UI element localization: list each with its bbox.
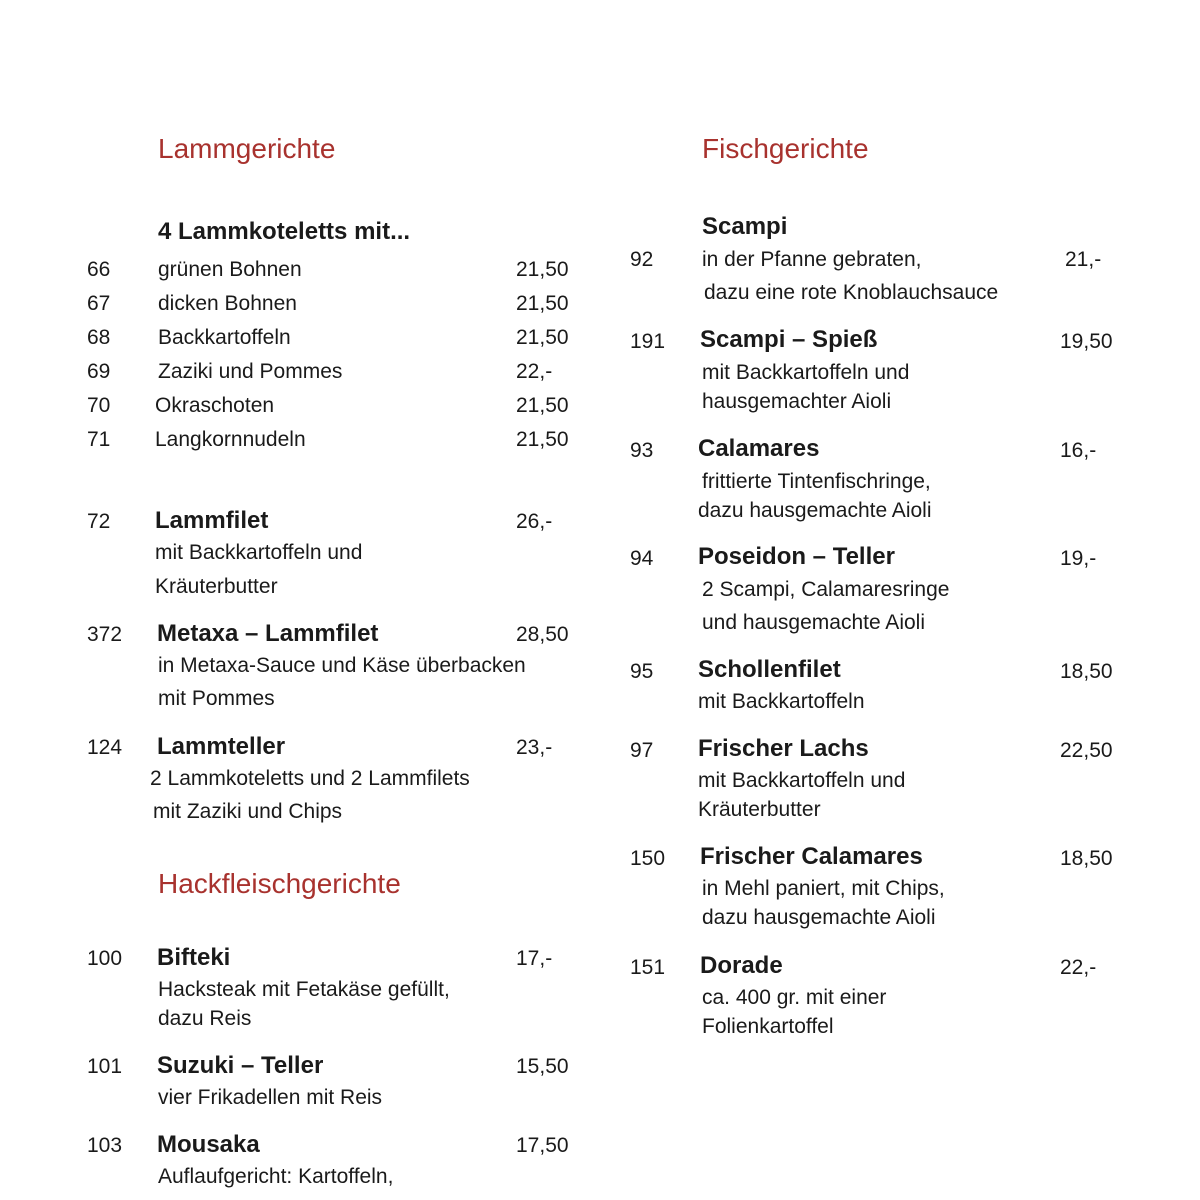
item-name: Suzuki – Teller	[157, 1052, 324, 1079]
item-description: in Mehl paniert, mit Chips,	[702, 877, 945, 900]
item-price: 21,-	[1065, 248, 1102, 271]
item-number: 151	[630, 956, 666, 979]
item-number: 68	[87, 326, 111, 349]
item-description: mit Pommes	[158, 687, 275, 710]
item-price: 19,-	[1060, 547, 1097, 570]
item-price: 19,50	[1060, 330, 1113, 353]
item-description: 2 Lammkoteletts und 2 Lammfilets	[150, 767, 470, 790]
item-name: Calamares	[698, 435, 820, 462]
item-description: mit Backkartoffeln und	[698, 769, 906, 792]
item-name: Bifteki	[157, 944, 231, 971]
item-number: 101	[87, 1055, 123, 1078]
item-description: Auflaufgericht: Kartoffeln,	[158, 1165, 394, 1188]
item-number: 94	[630, 547, 654, 570]
item-price: 17,50	[516, 1134, 569, 1157]
item-price: 16,-	[1060, 439, 1097, 462]
item-description: frittierte Tintenfischringe,	[702, 470, 931, 493]
item-number: 100	[87, 947, 123, 970]
item-description: Kräuterbutter	[698, 798, 821, 821]
item-name: Backkartoffeln	[158, 326, 291, 349]
item-number: 150	[630, 847, 666, 870]
item-description: ca. 400 gr. mit einer	[702, 986, 887, 1009]
item-name: Frischer Lachs	[698, 735, 869, 762]
lamb-heading: Lammgerichte	[158, 133, 336, 164]
item-description: und hausgemachte Aioli	[702, 611, 925, 634]
item-price: 17,-	[516, 947, 553, 970]
item-name: Metaxa – Lammfilet	[157, 620, 379, 647]
item-name: Dorade	[700, 952, 783, 979]
item-name: Lammfilet	[155, 507, 269, 534]
item-price: 21,50	[516, 428, 569, 451]
item-number: 95	[630, 660, 654, 683]
item-description: mit Backkartoffeln und	[702, 361, 910, 384]
item-name: Zaziki und Pommes	[158, 360, 343, 383]
item-name: Scampi – Spieß	[700, 326, 878, 353]
item-name: dicken Bohnen	[158, 292, 297, 315]
lamb-chops-intro: 4 Lammkoteletts mit...	[158, 218, 411, 245]
item-name: Frischer Calamares	[700, 843, 923, 870]
item-name: Scampi	[702, 213, 788, 240]
item-name: Langkornnudeln	[155, 428, 306, 451]
item-number: 372	[87, 623, 123, 646]
fish-heading: Fischgerichte	[702, 133, 869, 164]
item-number: 97	[630, 739, 654, 762]
item-number: 103	[87, 1134, 123, 1157]
item-number: 93	[630, 439, 654, 462]
item-description: mit Backkartoffeln und	[155, 541, 363, 564]
item-price: 18,50	[1060, 660, 1113, 683]
item-number: 69	[87, 360, 111, 383]
item-price: 22,-	[1060, 956, 1097, 979]
item-description: Hacksteak mit Fetakäse gefüllt,	[158, 978, 450, 1001]
item-description: in der Pfanne gebraten,	[702, 248, 922, 271]
item-number: 70	[87, 394, 111, 417]
item-price: 23,-	[516, 736, 553, 759]
item-price: 22,50	[1060, 739, 1113, 762]
item-description: dazu hausgemachte Aioli	[702, 906, 936, 929]
item-number: 124	[87, 736, 123, 759]
item-number: 191	[630, 330, 666, 353]
item-description: dazu eine rote Knoblauchsauce	[704, 281, 999, 304]
item-number: 67	[87, 292, 111, 315]
item-price: 21,50	[516, 394, 569, 417]
item-description: dazu Reis	[158, 1007, 252, 1030]
item-number: 72	[87, 510, 111, 533]
item-description: 2 Scampi, Calamaresringe	[702, 578, 950, 601]
item-price: 26,-	[516, 510, 553, 533]
item-description: dazu hausgemachte Aioli	[698, 499, 932, 522]
item-name: Okraschoten	[155, 394, 275, 417]
item-price: 15,50	[516, 1055, 569, 1078]
item-number: 66	[87, 258, 111, 281]
item-price: 21,50	[516, 326, 569, 349]
item-description: hausgemachter Aioli	[702, 390, 892, 413]
item-description: vier Frikadellen mit Reis	[158, 1086, 383, 1109]
item-price: 21,50	[516, 258, 569, 281]
item-price: 21,50	[516, 292, 569, 315]
item-description: mit Zaziki und Chips	[153, 800, 343, 823]
item-description: in Metaxa-Sauce und Käse überbacken	[158, 654, 526, 677]
item-price: 28,50	[516, 623, 569, 646]
item-name: Mousaka	[157, 1131, 260, 1158]
item-number: 92	[630, 248, 654, 271]
item-name: Schollenfilet	[698, 656, 841, 683]
item-price: 18,50	[1060, 847, 1113, 870]
minced-heading: Hackfleischgerichte	[158, 868, 401, 899]
item-name: Poseidon – Teller	[698, 543, 895, 570]
item-name: grünen Bohnen	[158, 258, 302, 281]
item-description: Kräuterbutter	[155, 575, 278, 598]
item-name: Lammteller	[157, 733, 286, 760]
item-description: Folienkartoffel	[702, 1015, 834, 1038]
item-description: mit Backkartoffeln	[698, 690, 865, 713]
item-price: 22,-	[516, 360, 553, 383]
item-number: 71	[87, 428, 111, 451]
